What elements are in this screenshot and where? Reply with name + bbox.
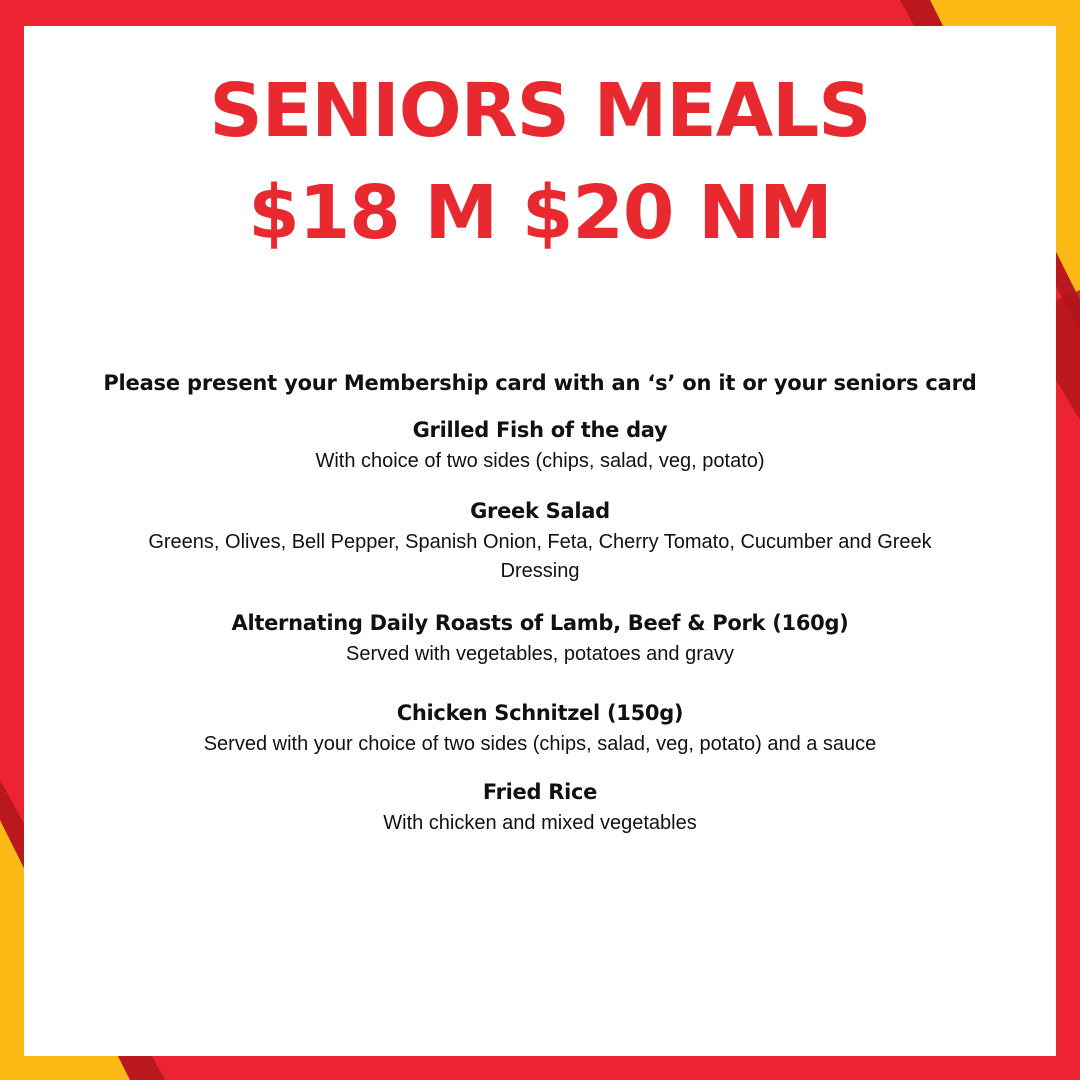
menu-item-description: Served with vegetables, potatoes and gravy [345, 643, 735, 665]
intro-text: Please present your Membership card with an ‘s’ on it or your seniors card [103, 371, 977, 395]
headline-price: $18 M $20 NM [248, 170, 832, 256]
menu-item-grilled-fish [24, 415, 1056, 476]
menu-item-description: With choice of two sides (chips, salad, veg, potato) [315, 450, 765, 472]
menu-item-name: Greek Salad [470, 499, 610, 523]
headline-title: SENIORS MEALS [209, 68, 871, 154]
menu-item-description: Greens, Olives, Bell Pepper, Spanish Onion, Feta, Cherry Tomato, Cucumber and Greek Dressing [148, 531, 932, 582]
menu-item-description: With chicken and mixed vegetables [383, 812, 697, 834]
menu-item-fried-rice [24, 777, 1056, 838]
menu-item-description: Served with your choice of two sides (chips, salad, veg, potato) and a sauce [203, 733, 877, 755]
menu-card [24, 26, 1056, 1056]
menu-item-name: Chicken Schnitzel (150g) [396, 701, 684, 725]
menu-item-name: Grilled Fish of the day [412, 418, 668, 442]
menu-item-daily-roasts [24, 608, 1056, 669]
menu-item-greek-salad [24, 496, 1056, 586]
menu-item-name: Fried Rice [482, 780, 598, 804]
menu-item-chicken-schnitzel [24, 698, 1056, 759]
menu-item-name: Alternating Daily Roasts of Lamb, Beef & Pork (160g) [231, 611, 849, 635]
